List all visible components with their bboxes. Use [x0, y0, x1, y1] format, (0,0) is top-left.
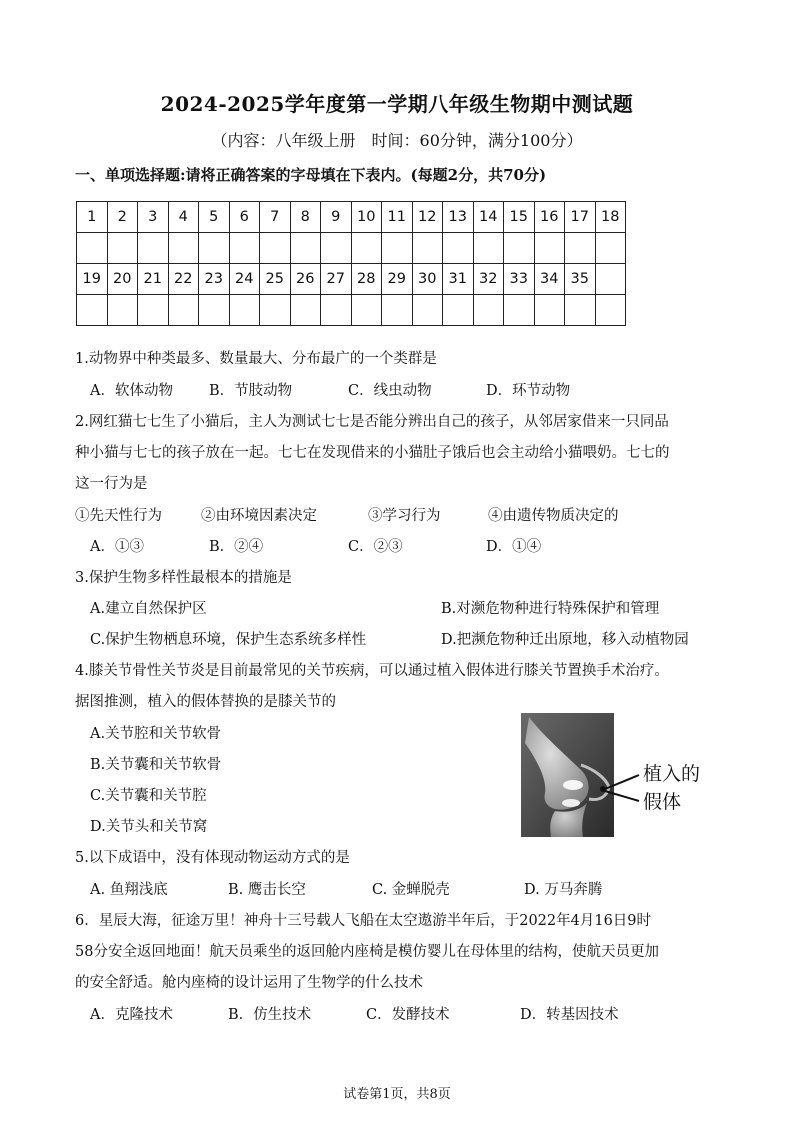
answer-cell-blank[interactable] — [199, 295, 230, 326]
question-1-option-d: D．环节动物 — [486, 383, 571, 399]
page-title: 2024-2025学年度第一学期八年级生物期中测试题 — [160, 92, 634, 116]
question-4-stem-line-2: 据图推测，植入的假体替换的是膝关节的 — [75, 694, 336, 710]
answer-cell-number: 30 — [412, 264, 443, 295]
answer-cell-blank[interactable] — [504, 295, 535, 326]
answer-cell-number: 10 — [351, 202, 382, 233]
answer-cell-blank[interactable] — [412, 233, 443, 264]
answer-cell-number: 11 — [382, 202, 413, 233]
answer-cell-blank[interactable] — [107, 233, 138, 264]
question-3-option-b: B.对濒危物种进行特殊保护和管理 — [441, 601, 660, 617]
question-3-stem: 3.保护生物多样性最根本的措施是 — [75, 570, 292, 586]
answer-cell-number: 31 — [443, 264, 474, 295]
answer-cell-blank[interactable] — [168, 233, 199, 264]
answer-cell-blank[interactable] — [168, 295, 199, 326]
question-4-option-a: A.关节腔和关节软骨 — [90, 726, 222, 742]
answer-cell-blank[interactable] — [473, 295, 504, 326]
answer-cell-number: 22 — [168, 264, 199, 295]
question-3-option-a: A.建立自然保护区 — [90, 601, 207, 617]
answer-cell-number: 27 — [321, 264, 352, 295]
answer-cell-number: 35 — [565, 264, 596, 295]
answer-cell-number: 8 — [290, 202, 321, 233]
answer-cell-number: 26 — [290, 264, 321, 295]
answer-cell-blank[interactable] — [473, 233, 504, 264]
question-2-statement-1: ①先天性行为 — [75, 508, 162, 524]
answer-cell-number: 15 — [504, 202, 535, 233]
question-2-stem-line-1: 2.网红猫七七生了小猫后，主人为测试七七是否能分辨出自己的孩子，从邻居家借来一只同品 — [75, 414, 669, 430]
answer-cell-blank[interactable] — [107, 295, 138, 326]
question-5-stem: 5.以下成语中，没有体现动物运动方式的是 — [75, 850, 350, 866]
question-5-option-a: A. 鱼翔浅底 — [90, 882, 168, 898]
answer-cell-number: 14 — [473, 202, 504, 233]
answer-cell-blank[interactable] — [260, 295, 291, 326]
answer-cell-blank[interactable] — [290, 295, 321, 326]
question-1-stem: 1.动物界中种类最多、数量最大、分布最广的一个类群是 — [75, 351, 437, 367]
question-6-stem-line-3: 的安全舒适。舱内座椅的设计运用了生物学的什么技术 — [75, 975, 423, 991]
answer-cell-blank[interactable] — [321, 295, 352, 326]
question-2-stem-line-3: 这一行为是 — [75, 476, 148, 492]
question-5-option-d: D. 万马奔腾 — [524, 882, 603, 898]
answer-cell-number: 6 — [229, 202, 260, 233]
answer-cell-blank[interactable] — [321, 233, 352, 264]
answer-cell-number — [595, 264, 626, 295]
answer-cell-blank[interactable] — [351, 295, 382, 326]
question-5-option-b: B. 鹰击长空 — [228, 882, 306, 898]
page-footer: 试卷第1页，共8页 — [343, 1087, 451, 1102]
answer-cell-blank[interactable] — [565, 295, 596, 326]
question-2-option-b: B．②④ — [209, 539, 264, 555]
answer-cell-blank[interactable] — [199, 233, 230, 264]
answer-cell-number: 5 — [199, 202, 230, 233]
answer-cell-number: 3 — [138, 202, 169, 233]
answer-cell-number: 32 — [473, 264, 504, 295]
section-heading: 一、单项选择题:请将正确答案的字母填在下表内。(每题2分，共70分) — [75, 166, 547, 184]
answer-cell-number: 25 — [260, 264, 291, 295]
answer-cell-blank[interactable] — [595, 295, 626, 326]
answer-cell-blank[interactable] — [382, 233, 413, 264]
answer-cell-number: 18 — [595, 202, 626, 233]
question-6-option-a: A．克隆技术 — [90, 1007, 173, 1023]
answer-cell-number: 24 — [229, 264, 260, 295]
answer-cell-blank[interactable] — [77, 233, 108, 264]
question-5-option-c: C. 金蝉脱壳 — [372, 882, 450, 898]
answer-cell-number: 16 — [534, 202, 565, 233]
answer-cell-number: 12 — [412, 202, 443, 233]
answer-cell-blank[interactable] — [595, 233, 626, 264]
question-6-option-c: C．发酵技术 — [366, 1007, 450, 1023]
answer-cell-blank[interactable] — [534, 295, 565, 326]
question-3-option-c: C.保护生物栖息环境，保护生态系统多样性 — [90, 632, 367, 648]
question-2-option-d: D．①④ — [486, 539, 542, 555]
knee-xray-figure — [521, 713, 721, 837]
answer-cell-number: 19 — [77, 264, 108, 295]
answer-cell-number: 33 — [504, 264, 535, 295]
answer-cell-number: 7 — [260, 202, 291, 233]
figure-label-line-2: 假体 — [643, 791, 682, 813]
question-2-statement-3: ③学习行为 — [368, 508, 441, 524]
question-1-option-a: A．软体动物 — [90, 383, 173, 399]
answer-table — [76, 201, 626, 326]
question-4-stem-line-1: 4.膝关节骨性关节炎是目前最常见的关节疾病，可以通过植入假体进行膝关节置换手术治疗。 — [75, 663, 669, 679]
answer-table-number-row — [77, 264, 626, 295]
answer-cell-blank[interactable] — [382, 295, 413, 326]
answer-cell-number: 2 — [107, 202, 138, 233]
question-3-option-d: D.把濒危物种迁出原地，移入动植物园 — [441, 632, 689, 648]
answer-cell-number: 1 — [77, 202, 108, 233]
figure-label-line-1: 植入的 — [643, 763, 701, 785]
answer-cell-blank[interactable] — [412, 295, 443, 326]
answer-cell-blank[interactable] — [229, 233, 260, 264]
answer-table-blank-row — [77, 295, 626, 326]
question-4-option-d: D.关节头和关节窝 — [90, 819, 208, 835]
question-2-option-c: C．②③ — [348, 539, 403, 555]
answer-cell-blank[interactable] — [138, 233, 169, 264]
answer-cell-blank[interactable] — [443, 233, 474, 264]
answer-cell-blank[interactable] — [229, 295, 260, 326]
answer-cell-blank[interactable] — [138, 295, 169, 326]
answer-cell-number: 29 — [382, 264, 413, 295]
question-4-option-b: B.关节囊和关节软骨 — [90, 757, 222, 773]
question-6-stem-line-1: 6．星辰大海，征途万里！神舟十三号载人飞船在太空遨游半年后，于2022年4月16日9时 — [75, 913, 652, 929]
question-2-statement-4: ④由遗传物质决定的 — [488, 508, 619, 524]
answer-cell-blank[interactable] — [443, 295, 474, 326]
question-4-option-c: C.关节囊和关节腔 — [90, 788, 207, 804]
answer-cell-number: 20 — [107, 264, 138, 295]
answer-cell-number: 28 — [351, 264, 382, 295]
question-1-option-b: B．节肢动物 — [209, 383, 293, 399]
question-6-stem-line-2: 58分安全返回地面！航天员乘坐的返回舱内座椅是模仿婴儿在母体里的结构，使航天员更加 — [75, 944, 659, 960]
question-2-stem-line-2: 种小猫与七七的孩子放在一起。七七在发现借来的小猫肚子饿后也会主动给小猫喂奶。七七的 — [75, 445, 670, 461]
answer-cell-blank[interactable] — [290, 233, 321, 264]
question-6-option-b: B．仿生技术 — [228, 1007, 312, 1023]
answer-cell-number: 17 — [565, 202, 596, 233]
question-2-statement-2: ②由环境因素决定 — [201, 508, 317, 524]
answer-cell-blank[interactable] — [77, 295, 108, 326]
answer-cell-blank[interactable] — [534, 233, 565, 264]
answer-cell-blank[interactable] — [260, 233, 291, 264]
answer-cell-blank[interactable] — [504, 233, 535, 264]
answer-cell-number: 9 — [321, 202, 352, 233]
answer-cell-number: 23 — [199, 264, 230, 295]
answer-cell-blank[interactable] — [351, 233, 382, 264]
answer-table-number-row — [77, 202, 626, 233]
question-1-option-c: C．线虫动物 — [348, 383, 432, 399]
question-6-option-d: D．转基因技术 — [520, 1007, 619, 1023]
question-2-option-a: A．①③ — [90, 539, 144, 555]
answer-table-blank-row — [77, 233, 626, 264]
exam-info: （内容：八年级上册 时间：60分钟，满分100分） — [211, 131, 583, 150]
answer-cell-number: 4 — [168, 202, 199, 233]
answer-cell-number: 21 — [138, 264, 169, 295]
answer-cell-number: 34 — [534, 264, 565, 295]
answer-cell-number: 13 — [443, 202, 474, 233]
answer-cell-blank[interactable] — [565, 233, 596, 264]
